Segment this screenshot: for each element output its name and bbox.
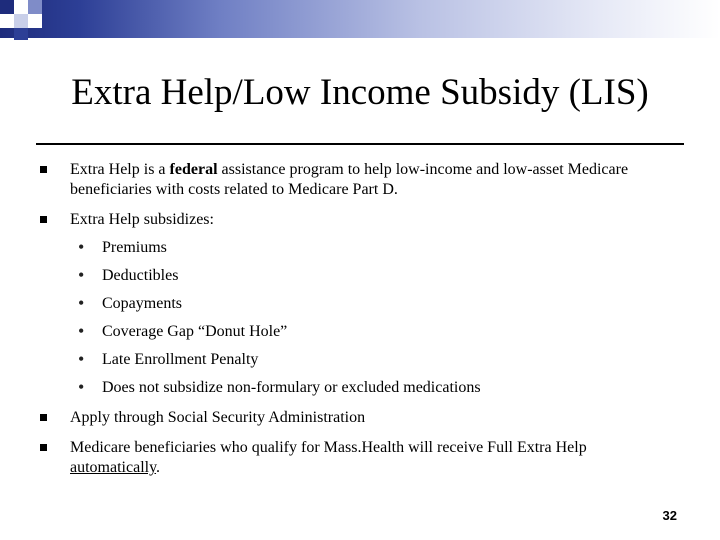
sub-bullet-text: Copayments (102, 295, 182, 312)
square-bullet-icon (40, 216, 47, 223)
decorative-squares (0, 0, 60, 40)
sub-bullet-text: Coverage Gap “Donut Hole” (102, 323, 288, 340)
bullet-text: Extra Help is a (70, 161, 170, 178)
bullet-item-subsidizes (40, 210, 680, 402)
sub-bullet-item (70, 346, 680, 374)
sub-bullet-item (70, 290, 680, 318)
page-title: Extra Help/Low Income Subsidy (LIS) (71, 72, 649, 113)
bullet-item-apply (40, 408, 680, 428)
square-bullet-icon (40, 166, 47, 173)
square-bullet-icon (40, 444, 47, 451)
sub-bullet-list (70, 234, 680, 402)
dot-bullet-icon: • (78, 265, 85, 285)
bullet-text: Medicare beneficiaries who qualify for Mass.Health will receive Full Extra Help (70, 439, 587, 456)
sub-bullet-item (70, 374, 680, 402)
sub-bullet-text: Deductibles (102, 267, 179, 284)
dot-bullet-icon: • (78, 293, 85, 313)
dot-bullet-icon: • (78, 321, 85, 341)
sub-bullet-text: Premiums (102, 239, 167, 256)
bullet-list (40, 160, 680, 488)
dot-bullet-icon: • (78, 349, 85, 369)
bullet-text: assistance program to help low-income and low-asset Medicare beneficiaries with costs related to Medicare Part D. (70, 161, 629, 198)
bullet-text: . (156, 459, 161, 476)
bullet-text: Extra Help subsidizes: (70, 211, 214, 228)
bullet-text: Apply through Social Security Administration (70, 409, 366, 426)
page-number: 32 (662, 508, 677, 523)
dot-bullet-icon: • (78, 237, 85, 257)
header-gradient-bar (0, 0, 720, 38)
sub-bullet-item (70, 318, 680, 346)
title-divider (36, 143, 684, 145)
sub-bullet-item (70, 262, 680, 290)
underlined-term: automatically (70, 459, 157, 476)
sub-bullet-text: Late Enrollment Penalty (102, 351, 259, 368)
bold-term: federal (169, 161, 218, 178)
dot-bullet-icon: • (78, 377, 85, 397)
bullet-item-federal (40, 160, 680, 200)
bullet-item-masshealth (40, 438, 680, 478)
square-bullet-icon (40, 414, 47, 421)
sub-bullet-text: Does not subsidize non-formulary or excluded medications (102, 379, 481, 396)
sub-bullet-item (70, 234, 680, 262)
